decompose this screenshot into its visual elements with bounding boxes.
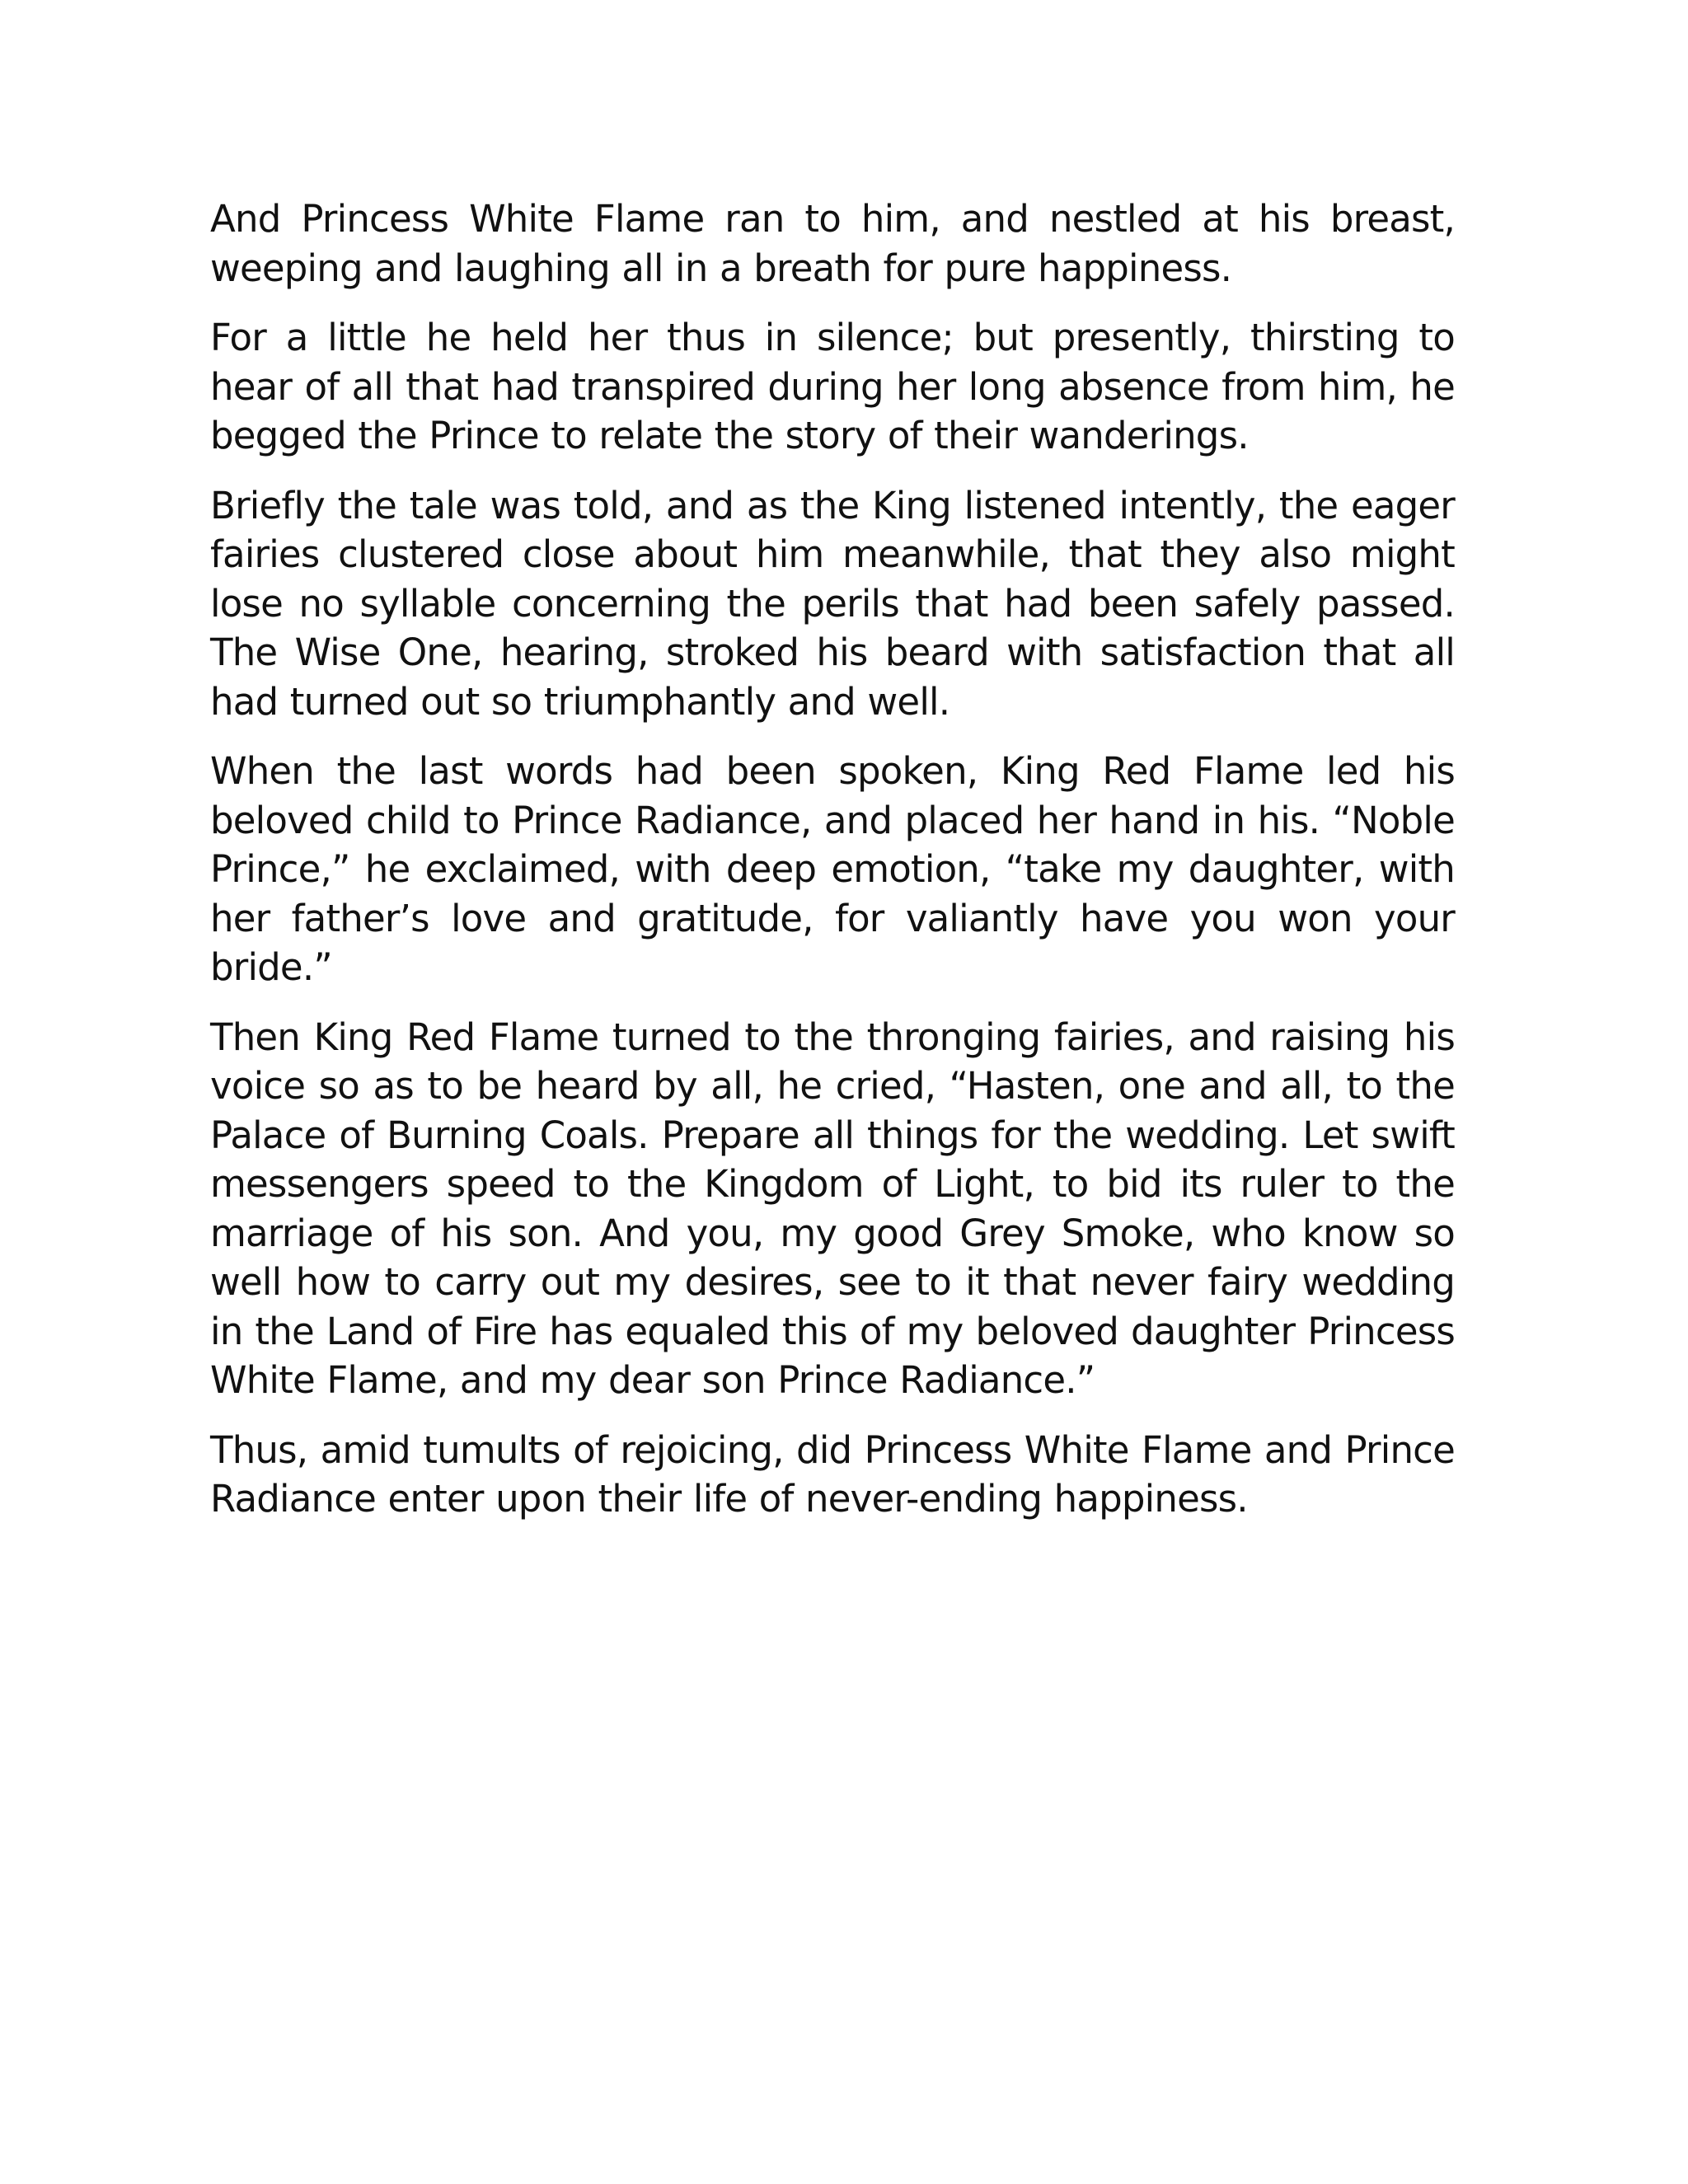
paragraph-2: For a little he held her thus in silence; but presently, thirsting to hear of all that had transpired during her long absence from him, he begged the Prince to relate the story of their wanderings. bbox=[210, 316, 1455, 457]
body-text bbox=[210, 194, 1455, 1544]
paragraph-3: Briefly the tale was told, and as the King listened intently, the eager fairies clustered close about him meanwhile, that they also might lose no syllable concerning the perils that had been safely passed. The Wise One, hearing, stroked his beard with satisfaction that all had turned out so triumphantly and well. bbox=[210, 483, 1455, 724]
paragraph-5: Then King Red Flame turned to the thronging fairies, and raising his voice so as to be heard by all, he cried, “Hasten, one and all, to the Palace of Burning Coals. Prepare all things for the wedding. Let swift messengers speed to the Kingdom of Light, to bid its ruler to the marriage of his son. And you, my good Grey Smoke, who know so well how to carry out my desires, see to it that never fairy wedding in the Land of Fire has equaled this of my beloved daughter Princess White Flame, and my dear son Prince Radiance.” bbox=[210, 1015, 1455, 1402]
paragraph-1: And Princess White Flame ran to him, and nestled at his breast, weeping and laughing all in a breath for pure happiness. bbox=[210, 197, 1455, 290]
paragraph-6: Thus, amid tumults of rejoicing, did Princess White Flame and Prince Radiance enter upon their life of never-ending happiness. bbox=[210, 1427, 1455, 1521]
paragraph-4: When the last words had been spoken, King Red Flame led his beloved child to Prince Radiance, and placed her hand in his. “Noble Prince,” he exclaimed, with deep emotion, “take my daughter, with her father’s love and gratitude, for valiantly have you won your bride.” bbox=[210, 749, 1455, 989]
